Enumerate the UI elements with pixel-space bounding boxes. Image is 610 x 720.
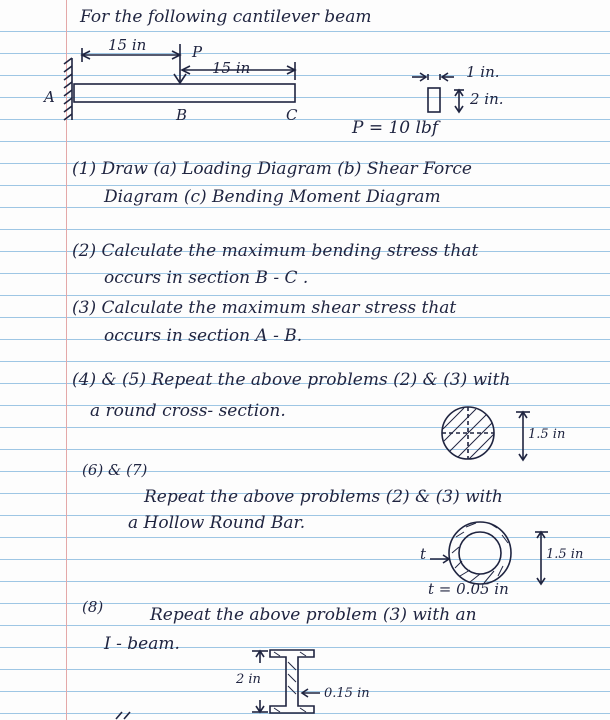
- problem-1-line-2: Diagram (c) Bending Moment Diagram: [104, 187, 441, 207]
- hollow-thickness-label: t: [420, 545, 427, 563]
- hollow-thickness-value: t = 0.05 in: [428, 580, 509, 598]
- load-label: P: [192, 43, 203, 61]
- point-a-label: A: [44, 88, 55, 106]
- problem-4-5-line-1: (4) & (5) Repeat the above problems (2) & (3) with: [72, 370, 511, 390]
- beam-dim-left: 15 in: [108, 36, 147, 54]
- point-b-label: B: [176, 106, 188, 124]
- load-value: P = 10 lbf: [352, 118, 439, 138]
- problem-2-line-2: occurs in section B - C .: [104, 268, 309, 288]
- point-c-label: C: [286, 106, 298, 124]
- problem-6-7-line-2: a Hollow Round Bar.: [128, 513, 306, 533]
- problem-6-7-line-1: Repeat the above problems (2) & (3) with: [144, 487, 503, 507]
- problem-8-number: (8): [82, 598, 104, 616]
- problem-8-line-2: I - beam.: [104, 634, 180, 654]
- hollow-round-dim: 1.5 in: [546, 547, 584, 562]
- round-section-dim: 1.5 in: [528, 427, 566, 442]
- i-beam-outline: [270, 650, 314, 713]
- beam-dim-right: 15 in: [212, 59, 251, 77]
- section-width-label: 1 in.: [466, 63, 500, 81]
- section-height-label: 2 in.: [470, 90, 504, 108]
- problem-6-7-number: (6) & (7): [82, 461, 148, 479]
- problem-3-line-2: occurs in section A - B.: [104, 326, 303, 346]
- problem-4-5-line-2: a round cross- section.: [90, 401, 286, 421]
- problem-8-line-1: Repeat the above problem (3) with an: [150, 605, 477, 625]
- problem-3-line-1: (3) Calculate the maximum shear stress that: [72, 298, 457, 318]
- problem-1-line-1: (1) Draw (a) Loading Diagram (b) Shear Force: [72, 159, 472, 179]
- i-beam-height-label: 2 in: [236, 672, 261, 687]
- page-heading: For the following cantilever beam: [80, 7, 372, 27]
- i-beam-web-label: 0.15 in: [324, 686, 370, 701]
- problem-2-line-1: (2) Calculate the maximum bending stress that: [72, 241, 479, 261]
